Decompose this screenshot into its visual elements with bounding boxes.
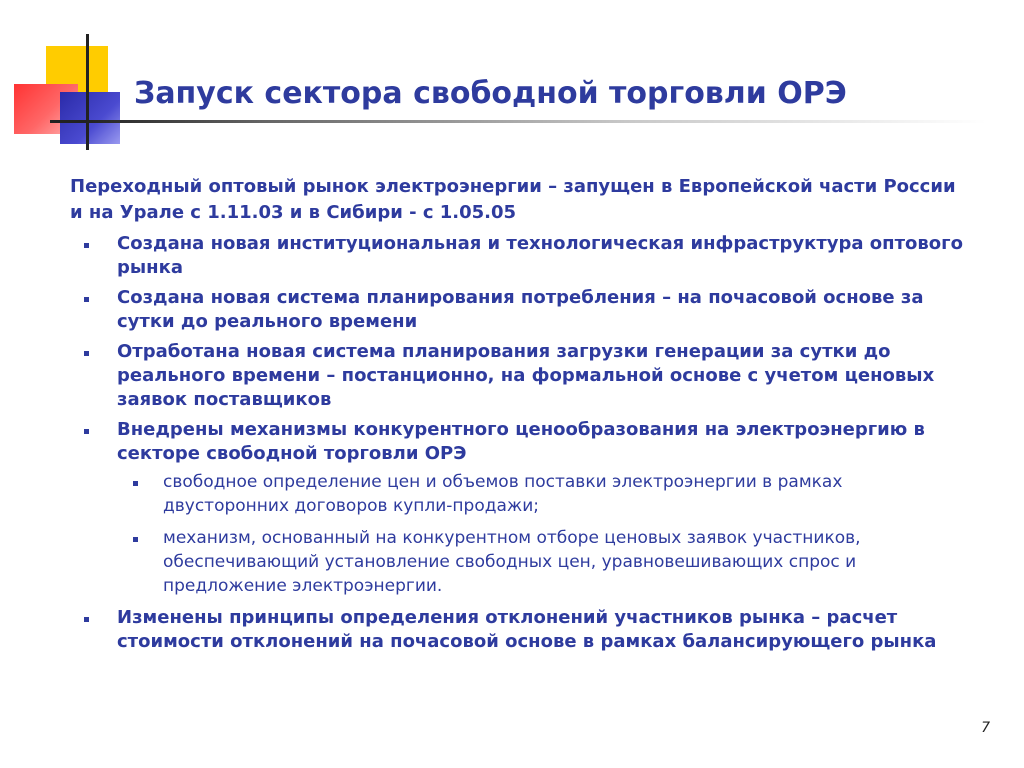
square-bullet-icon [84, 243, 89, 248]
slide-content [70, 174, 970, 660]
square-bullet-icon [84, 297, 89, 302]
intro-paragraph: Переходный оптовый рынок электроэнергии – запущен в Европейской части России и на Урале с 1.11.03 и в Сибири - с 1.05.05 [70, 176, 956, 223]
sub-bullet-item [117, 526, 970, 598]
bullet-item [70, 606, 970, 654]
title-underline [86, 120, 986, 123]
bullet-item [70, 232, 970, 280]
bullet-text: Создана новая институциональная и технологическая инфраструктура оптового рынка [117, 233, 963, 278]
bullet-item [70, 286, 970, 334]
bullet-item [70, 340, 970, 412]
square-bullet-icon [84, 351, 89, 356]
square-bullet-icon [133, 481, 138, 486]
slide-logo-graphic [0, 0, 150, 160]
page-number: 7 [981, 720, 990, 736]
logo-blue-square [60, 92, 120, 144]
bullet-item [70, 418, 970, 598]
bullet-text: Отработана новая система планирования загрузки генерации за сутки до реального времени – постанционно, на формальной основе с учетом ценовых заявок поставщиков [117, 341, 935, 410]
bullet-list [70, 232, 970, 654]
sub-bullet-list [117, 470, 970, 598]
bullet-text: Изменены принципы определения отклонений участников рынка – расчет стоимости отклонений на почасовой основе в рамках балансирующего рынка [117, 607, 937, 652]
sub-bullet-item [117, 470, 970, 518]
sub-bullet-text: механизм, основанный на конкурентном отборе ценовых заявок участников, обеспечивающий установление свободных цен, уравновешивающих спрос и предложение электроэнергии. [163, 528, 861, 596]
square-bullet-icon [133, 537, 138, 542]
bullet-text: Внедрены механизмы конкурентного ценообразования на электроэнергию в секторе свободной торговли ОРЭ [117, 419, 925, 464]
slide-title: Запуск сектора свободной торговли ОРЭ [134, 76, 847, 111]
square-bullet-icon [84, 429, 89, 434]
bullet-text: Создана новая система планирования потребления – на почасовой основе за сутки до реального времени [117, 287, 924, 332]
logo-vertical-line [86, 34, 89, 150]
square-bullet-icon [84, 617, 89, 622]
sub-bullet-text: свободное определение цен и объемов поставки электроэнергии в рамках двусторонних договоров купли-продажи; [163, 472, 843, 516]
